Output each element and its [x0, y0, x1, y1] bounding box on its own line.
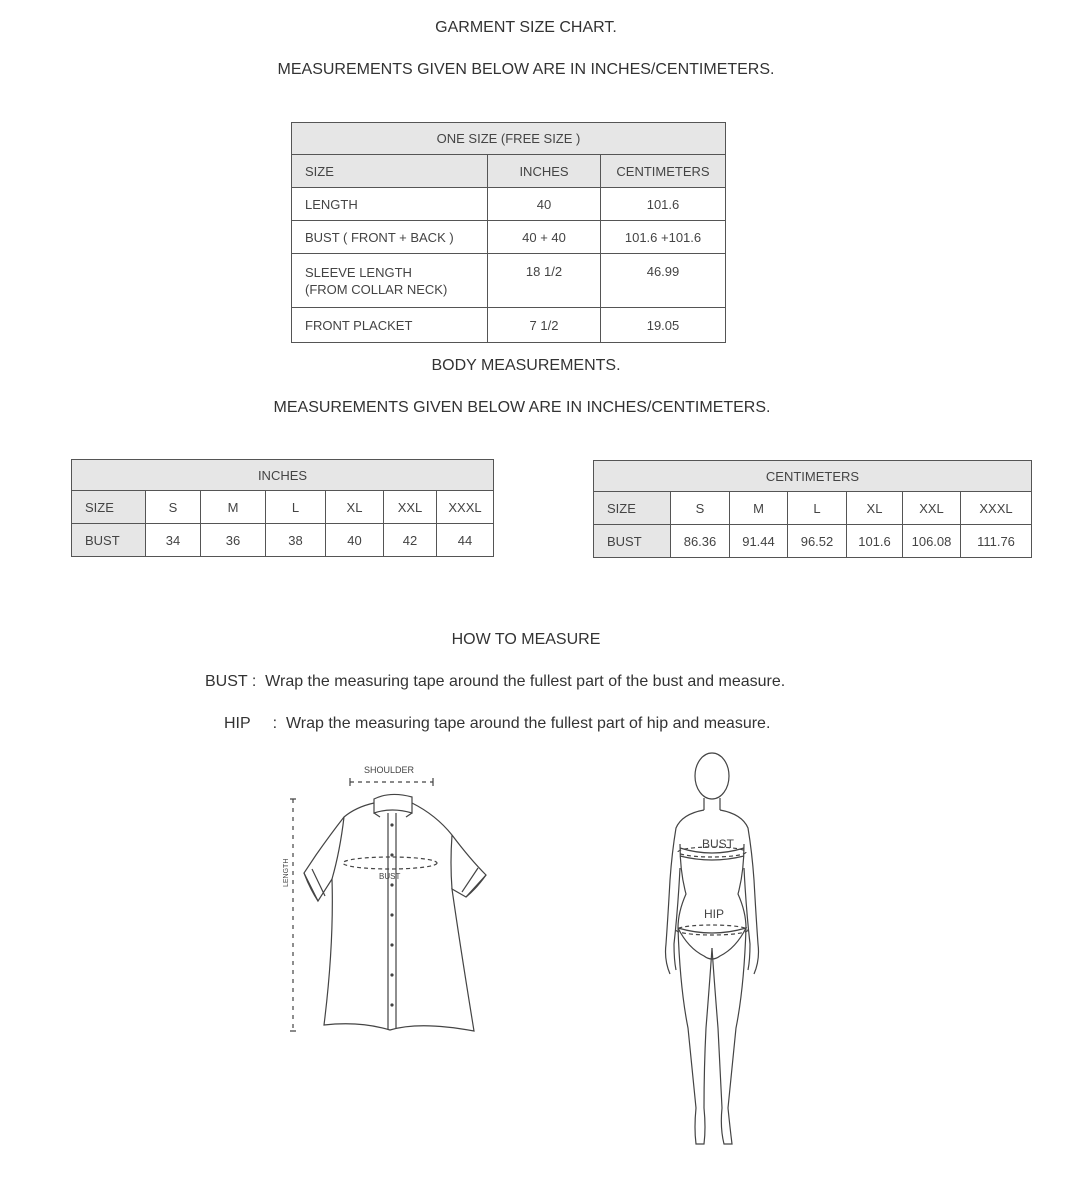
cm-row-label: BUST	[594, 525, 671, 558]
cm-size-label: SIZE	[594, 492, 671, 525]
body-subtitle: MEASUREMENTS GIVEN BELOW ARE IN INCHES/CENTIMETERS.	[273, 399, 771, 416]
bust-instruction-label: BUST :	[205, 673, 257, 690]
bust-s: 86.36	[671, 525, 730, 558]
garment-title: GARMENT SIZE CHART.	[435, 19, 617, 36]
size-s: S	[671, 492, 730, 525]
table-row	[292, 254, 726, 308]
garment-header-inches: INCHES	[488, 155, 601, 188]
bust-instruction-text: Wrap the measuring tape around the fullest part of the bust and measure.	[265, 673, 786, 690]
body-cm-table	[593, 460, 1032, 558]
table-row	[292, 308, 726, 343]
table-row	[292, 188, 726, 221]
body-hip-label: HIP	[704, 907, 725, 921]
size-xxl: XXL	[903, 492, 961, 525]
size-l: L	[266, 491, 326, 524]
inches-size-label: SIZE	[72, 491, 146, 524]
row-label: BUST ( FRONT + BACK )	[292, 221, 488, 254]
garment-table-title: ONE SIZE (FREE SIZE )	[292, 123, 726, 155]
garment-diagram	[270, 755, 510, 1045]
size-m: M	[730, 492, 788, 525]
bust-l: 38	[266, 524, 326, 557]
row-cm: 46.99	[601, 254, 726, 308]
row-cm: 19.05	[601, 308, 726, 343]
row-label: LENGTH	[292, 188, 488, 221]
bust-xxl: 42	[384, 524, 437, 557]
row-label: FRONT PLACKET	[292, 308, 488, 343]
garment-bust-label: BUST	[379, 872, 401, 881]
bust-m: 36	[201, 524, 266, 557]
garment-header-cm: CENTIMETERS	[601, 155, 726, 188]
inches-table-title: INCHES	[72, 460, 494, 491]
size-xl: XL	[847, 492, 903, 525]
body-inches-table	[71, 459, 494, 557]
size-s: S	[146, 491, 201, 524]
row-inches: 7 1/2	[488, 308, 601, 343]
bust-xxxl: 111.76	[961, 525, 1032, 558]
bust-s: 34	[146, 524, 201, 557]
hip-instruction	[224, 715, 770, 733]
row-cm: 101.6 +101.6	[601, 221, 726, 254]
inches-row-label: BUST	[72, 524, 146, 557]
size-xxxl: XXXL	[961, 492, 1032, 525]
row-inches: 18 1/2	[488, 254, 601, 308]
shoulder-label: SHOULDER	[364, 765, 415, 775]
how-to-title: HOW TO MEASURE	[451, 631, 601, 648]
cm-table-title: CENTIMETERS	[594, 461, 1032, 492]
size-xl: XL	[326, 491, 384, 524]
size-m: M	[201, 491, 266, 524]
row-cm: 101.6	[601, 188, 726, 221]
bust-xl: 101.6	[847, 525, 903, 558]
body-figure-diagram	[640, 748, 790, 1153]
garment-subtitle: MEASUREMENTS GIVEN BELOW ARE IN INCHES/CENTIMETERS.	[277, 61, 775, 78]
table-row	[292, 221, 726, 254]
row-inches: 40 + 40	[488, 221, 601, 254]
body-bust-label: BUST	[702, 837, 735, 851]
garment-header-size: SIZE	[292, 155, 488, 188]
body-title: BODY MEASUREMENTS.	[431, 357, 621, 374]
size-l: L	[788, 492, 847, 525]
bust-l: 96.52	[788, 525, 847, 558]
size-xxl: XXL	[384, 491, 437, 524]
bust-xxl: 106.08	[903, 525, 961, 558]
bust-instruction	[205, 673, 785, 691]
hip-instruction-text: : Wrap the measuring tape around the fullest part of hip and measure.	[272, 715, 771, 732]
row-inches: 40	[488, 188, 601, 221]
bust-xl: 40	[326, 524, 384, 557]
bust-xxxl: 44	[437, 524, 494, 557]
size-xxxl: XXXL	[437, 491, 494, 524]
table-row	[594, 525, 1032, 558]
row-label: SLEEVE LENGTH (FROM COLLAR NECK)	[292, 254, 488, 308]
length-label: LENGTH	[283, 858, 290, 887]
hip-instruction-label: HIP	[224, 715, 251, 732]
table-row	[72, 524, 494, 557]
garment-size-table	[291, 122, 726, 343]
bust-m: 91.44	[730, 525, 788, 558]
